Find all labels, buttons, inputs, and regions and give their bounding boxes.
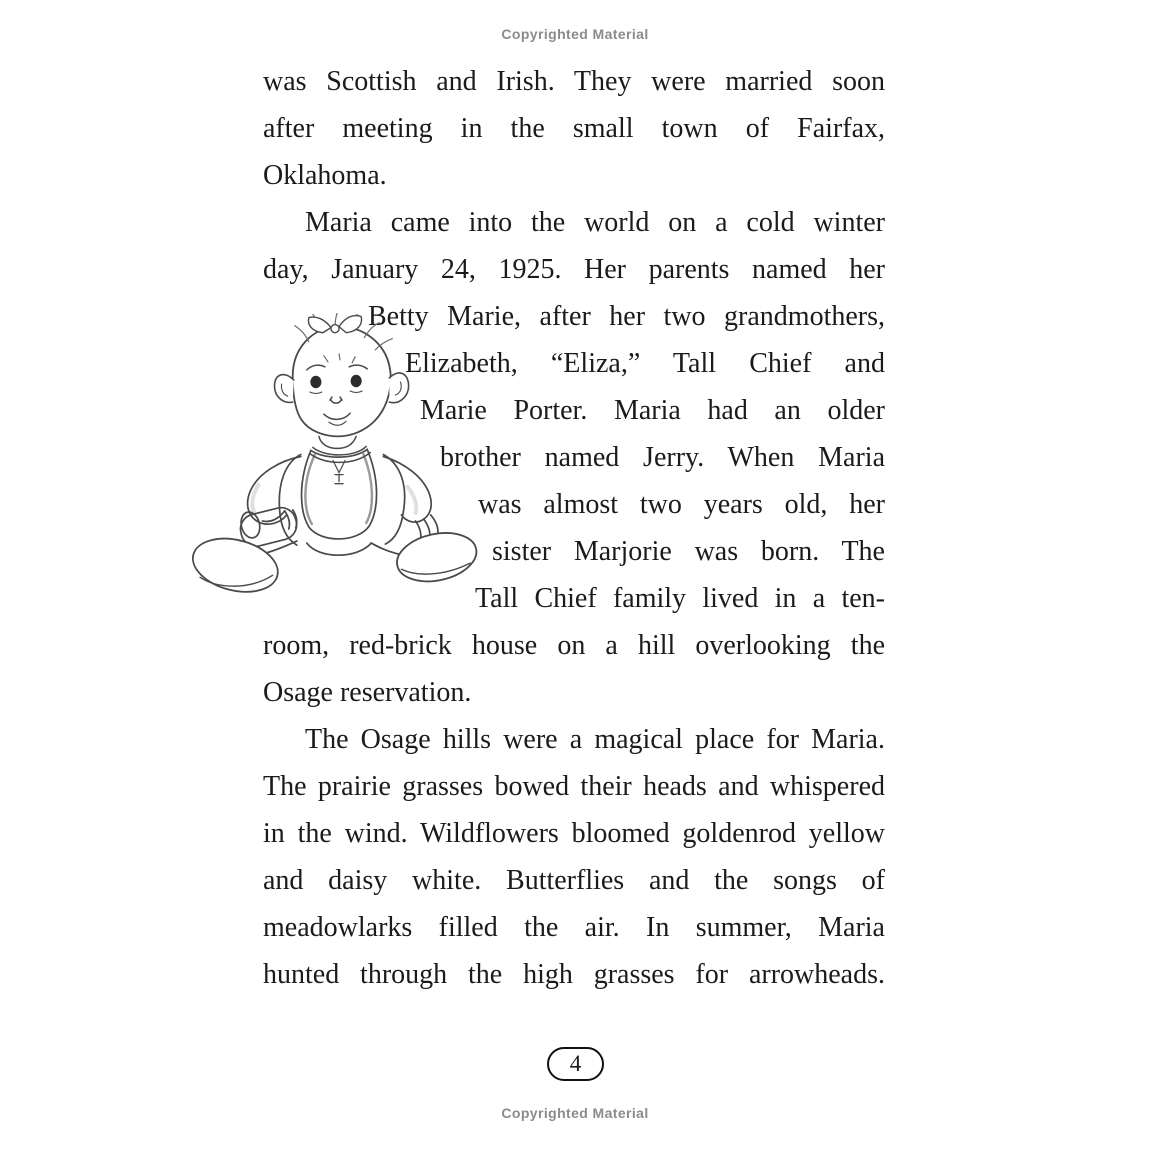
text-line: Tall Chief family lived in a ten- [475, 583, 885, 614]
page-number-badge [547, 1047, 604, 1081]
text-line: Betty Marie, after her two grandmothers, [368, 301, 885, 332]
text-line: Elizabeth, “Eliza,” Tall Chief and [405, 348, 885, 379]
text-line: meadowlarks filled the air. In summer, Maria [263, 912, 885, 943]
text-line: Maria came into the world on a cold winter [305, 207, 885, 238]
text-line: Osage reservation. [263, 677, 472, 708]
text-line: in the wind. Wildflowers bloomed goldenrod yellow [263, 818, 885, 849]
page-number: 4 [569, 1051, 582, 1076]
baby-illustration [188, 313, 480, 601]
text-line: The Osage hills were a magical place for Maria. [305, 724, 885, 755]
text-line: The prairie grasses bowed their heads and whispered [263, 771, 885, 802]
baby-sketch-icon [188, 313, 480, 601]
text-line: Marie Porter. Maria had an older [420, 395, 885, 426]
text-line: sister Marjorie was born. The [492, 536, 885, 567]
text-line: room, red-brick house on a hill overlooking the [263, 630, 885, 661]
hair-bow [308, 316, 361, 333]
copyright-notice-top: Copyrighted Material [501, 26, 649, 42]
text-line: brother named Jerry. When Maria [440, 442, 885, 473]
copyright-notice-bottom: Copyrighted Material [501, 1105, 649, 1121]
text-line: and daisy white. Butterflies and the songs of [263, 865, 885, 896]
text-line: after meeting in the small town of Fairfax, [263, 113, 885, 144]
text-line: was Scottish and Irish. They were married soon [263, 66, 885, 97]
text-line: day, January 24, 1925. Her parents named her [263, 254, 885, 285]
text-line: was almost two years old, her [478, 489, 885, 520]
text-line: Oklahoma. [263, 160, 387, 191]
text-line: hunted through the high grasses for arrowheads. [263, 959, 885, 990]
